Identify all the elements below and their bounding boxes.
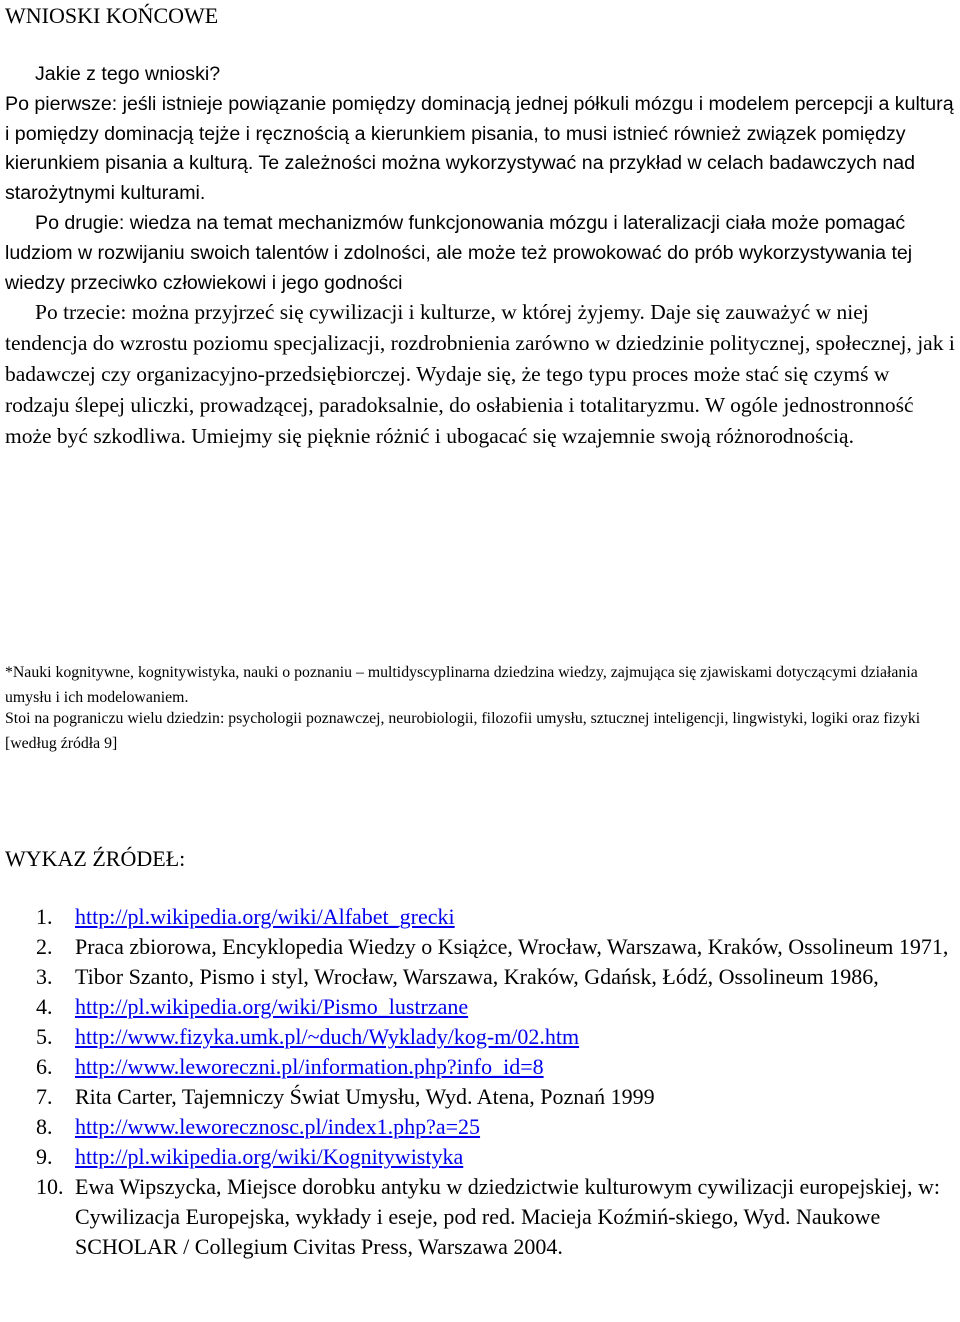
source-item bbox=[0, 902, 955, 932]
source-number: 6. bbox=[36, 1054, 53, 1079]
conclusions-heading: WNIOSKI KOŃCOWE bbox=[5, 3, 219, 28]
second-conclusion: Po drugie: wiedza na temat mechanizmów funkcjonowania mózgu i lateralizacji ciała może pomagać ludziom w rozwijaniu swoich talentów i zdolności, ale może też prowokować do prób wykorzystywania tej wiedzy przeciwko człowiekowi i jego godności bbox=[5, 211, 913, 294]
source-item bbox=[0, 962, 955, 992]
source-item bbox=[0, 1172, 955, 1262]
source-number: 4. bbox=[36, 994, 53, 1019]
source-text: Praca zbiorowa, Encyklopedia Wiedzy o Książce, Wrocław, Warszawa, Kraków, Ossolineum 1971, bbox=[75, 934, 949, 959]
source-number: 9. bbox=[36, 1144, 53, 1169]
footnote-definition: *Nauki kognitywne, kognitywistyka, nauki o poznaniu – multidyscyplinarna dziedzina wiedzy, zajmująca się zjawiskami dotyczącymi działania umysłu i ich modelowaniem. bbox=[5, 664, 918, 706]
source-number: 10. bbox=[36, 1174, 64, 1199]
source-link[interactable]: http://www.leworeczni.pl/information.php?info_id=8 bbox=[75, 1054, 544, 1079]
source-item bbox=[0, 1112, 955, 1142]
source-link[interactable]: http://www.fizyka.umk.pl/~duch/Wyklady/kog-m/02.htm bbox=[75, 1024, 580, 1049]
sources-heading: WYKAZ ŹRÓDEŁ: bbox=[5, 846, 186, 871]
source-item bbox=[0, 992, 955, 1022]
source-item bbox=[0, 1022, 955, 1052]
source-item bbox=[0, 1052, 955, 1082]
source-number: 5. bbox=[36, 1024, 53, 1049]
source-number: 7. bbox=[36, 1084, 53, 1109]
source-link[interactable]: http://pl.wikipedia.org/wiki/Kognitywistyka bbox=[75, 1144, 464, 1169]
source-text: Tibor Szanto, Pismo i styl, Wrocław, Warszawa, Kraków, Gdańsk, Łódź, Ossolineum 1986, bbox=[75, 964, 879, 989]
source-number: 1. bbox=[36, 904, 53, 929]
source-item bbox=[0, 1082, 955, 1112]
sources-list bbox=[0, 902, 955, 1262]
source-text: Rita Carter, Tajemniczy Świat Umysłu, Wyd. Atena, Poznań 1999 bbox=[75, 1084, 655, 1109]
source-number: 3. bbox=[36, 964, 53, 989]
source-text: Ewa Wipszycka, Miejsce dorobku antyku w dziedzictwie kulturowym cywilizacji europejskiej, w: Cywilizacja Europejska, wykłady i eseje, pod red. Macieja Koźmiń-skiego, Wyd. Naukowe SCHOLAR / Collegium Civitas Press, Warszawa 2004. bbox=[75, 1174, 941, 1259]
source-link[interactable]: http://pl.wikipedia.org/wiki/Pismo_lustrzane bbox=[75, 994, 469, 1019]
third-conclusion: Po trzecie: można przyjrzeć się cywilizacji i kulturze, w której żyjemy. Daje się zauważyć w niej tendencja do wzrostu poziomu specjalizacji, rozdrobnienia zarówno w dziedzinie politycznej, społecznej, jak i badawczej czy organizacyjno-przedsiębiorczej. Wydaje się, że tego typu proces może stać się czymś w rodzaju ślepej uliczki, prowadzącej, paradoksalnie, do osłabienia i totalitaryzmu. W ogóle jednostronność może być szkodliwa. Umiejmy się pięknie różnić i ubogacać się wzajemnie swoją różnorodnością. bbox=[5, 300, 955, 448]
source-number: 2. bbox=[36, 934, 53, 959]
first-conclusion: Po pierwsze: jeśli istnieje powiązanie pomiędzy dominacją jednej półkuli mózgu i modelem percepcji a kulturą i pomiędzy dominacją tejże i ręcznością a kierunkiem pisania, to musi istnieć również związek pomiędzy kierunkiem pisania a kulturą. Te zależności można wykorzystywać na przykład w celach badawczych nad starożytnymi kulturami. bbox=[5, 92, 954, 205]
source-item bbox=[0, 1142, 955, 1172]
source-item bbox=[0, 932, 955, 962]
source-number: 8. bbox=[36, 1114, 53, 1139]
footnote-scope: Stoi na pograniczu wielu dziedzin: psychologii poznawczej, neurobiologii, filozofii umysłu, sztucznej inteligencji, lingwistyki, logiki oraz fizyki [według źródła 9] bbox=[5, 710, 921, 752]
source-link[interactable]: http://www.leworecznosc.pl/index1.php?a=25 bbox=[75, 1114, 481, 1139]
conclusions-body bbox=[5, 60, 955, 452]
question-text: Jakie z tego wnioski? bbox=[35, 63, 221, 85]
source-link[interactable]: http://pl.wikipedia.org/wiki/Alfabet_grecki bbox=[75, 904, 455, 929]
